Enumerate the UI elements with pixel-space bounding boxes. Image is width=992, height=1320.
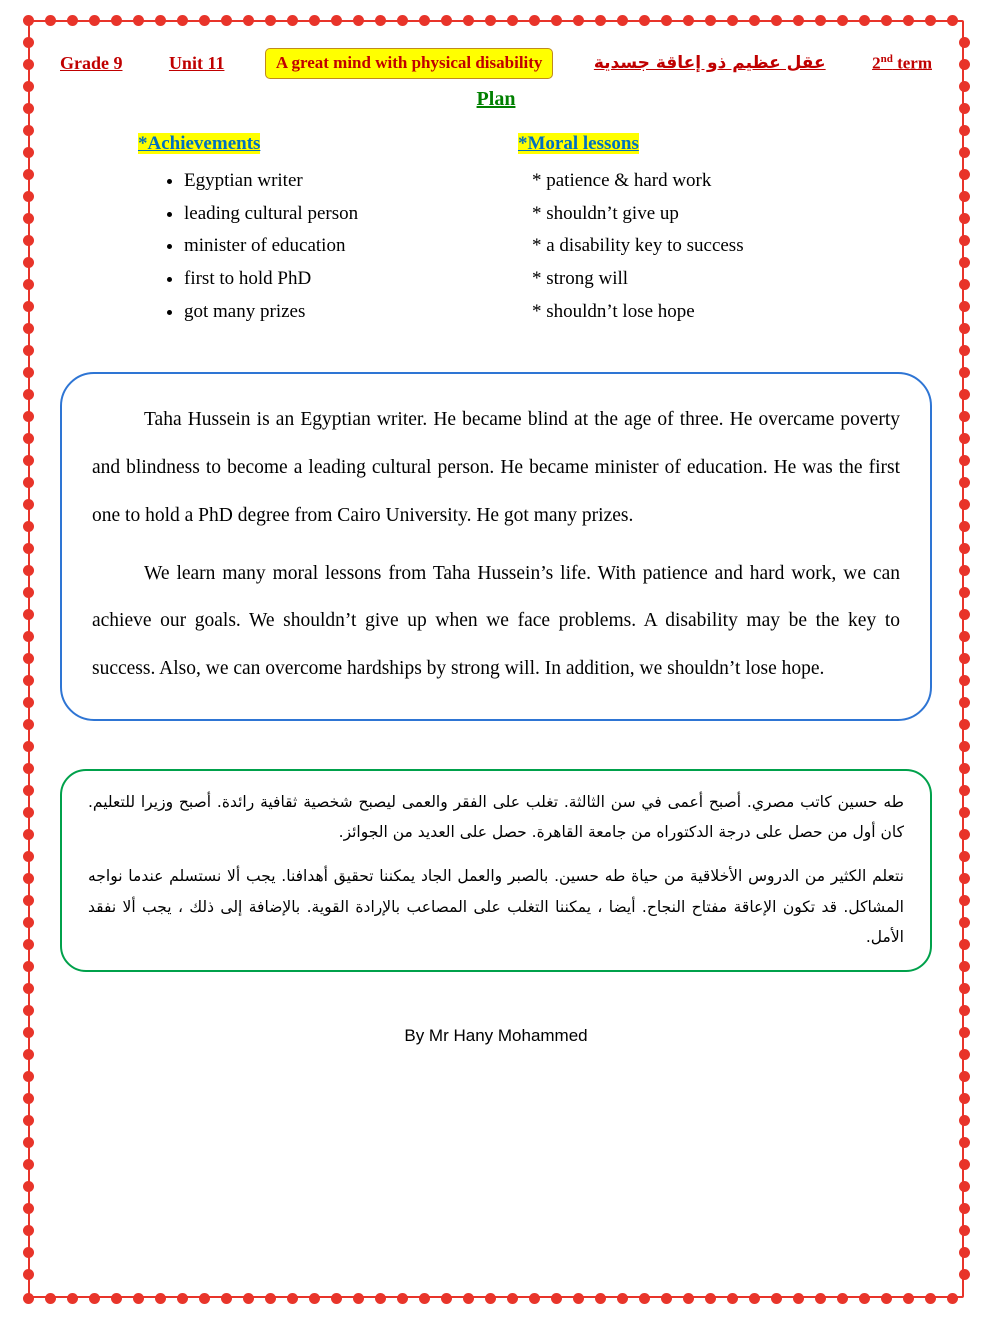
border-dot <box>959 1049 970 1060</box>
border-dot <box>309 15 320 26</box>
border-dot <box>23 1293 34 1304</box>
border-dot <box>177 1293 188 1304</box>
border-dot <box>959 37 970 48</box>
border-dot <box>45 1293 56 1304</box>
border-dot <box>23 763 34 774</box>
border-dot <box>23 1115 34 1126</box>
border-dot <box>23 1093 34 1104</box>
border-dot <box>551 1293 562 1304</box>
border-dot <box>23 1181 34 1192</box>
border-dot <box>959 1269 970 1280</box>
border-dot <box>23 323 34 334</box>
border-dot <box>959 697 970 708</box>
border-dot <box>23 103 34 114</box>
border-dot <box>23 675 34 686</box>
list-item: • minister of education <box>184 230 510 263</box>
border-dot <box>837 1293 848 1304</box>
border-dot <box>23 609 34 620</box>
achievements-heading <box>138 133 510 155</box>
moral-lessons-heading <box>518 133 932 155</box>
border-dot <box>23 59 34 70</box>
border-dot <box>959 345 970 356</box>
border-dot <box>617 15 628 26</box>
border-dot <box>23 499 34 510</box>
border-dot <box>925 1293 936 1304</box>
border-dot <box>661 15 672 26</box>
border-dot <box>959 81 970 92</box>
english-paragraph-1: Taha Hussein is an Egyptian writer. He became blind at the age of three. He overcame poverty and blindness to become a leading cultural person. He became minister of education. He was the first one to hold a PhD degree from Cairo University. He got many prizes. <box>92 409 900 526</box>
border-dot <box>23 15 34 26</box>
border-dot <box>529 15 540 26</box>
border-dot <box>23 521 34 532</box>
border-dot <box>155 1293 166 1304</box>
border-dot <box>23 279 34 290</box>
border-dot <box>595 15 606 26</box>
border-dot <box>221 15 232 26</box>
border-dot <box>959 1027 970 1038</box>
border-dot <box>661 1293 672 1304</box>
lesson-title-ar: عقل عظيم ذو إعاقة جسدية <box>593 53 826 73</box>
border-dot <box>23 1225 34 1236</box>
border-dot <box>749 15 760 26</box>
border-dot <box>23 917 34 928</box>
english-paragraph-2: We learn many moral lessons from Taha Hussein’s life. With patience and hard work, we can achieve our goals. We shouldn’t give up when we face problems. A disability may be the key to success. Also, we can overcome hardships by strong will. In addition, we shouldn’t lose hope. <box>92 562 900 680</box>
document-content <box>60 46 932 1046</box>
border-dot <box>859 1293 870 1304</box>
border-dot <box>375 15 386 26</box>
border-dot <box>959 785 970 796</box>
border-dot <box>243 1293 254 1304</box>
list-item: * strong will <box>532 268 629 290</box>
border-dot <box>397 1293 408 1304</box>
border-dot <box>23 1005 34 1016</box>
border-dot <box>749 1293 760 1304</box>
list-item: • leading cultural person <box>184 198 510 231</box>
plan-heading-row <box>60 88 932 111</box>
term-word: term <box>892 53 932 73</box>
border-dot <box>23 829 34 840</box>
border-dot <box>903 1293 914 1304</box>
border-dot <box>463 15 474 26</box>
border-dot <box>507 1293 518 1304</box>
border-dot <box>959 895 970 906</box>
border-dot <box>243 15 254 26</box>
border-dot <box>419 1293 430 1304</box>
border-dot <box>959 1093 970 1104</box>
border-dot <box>959 1181 970 1192</box>
border-dot <box>959 675 970 686</box>
border-dot <box>771 15 782 26</box>
border-dot <box>23 851 34 862</box>
border-dot <box>959 939 970 950</box>
achievements-list <box>138 165 510 328</box>
border-dot <box>903 15 914 26</box>
border-dot <box>793 1293 804 1304</box>
border-dot <box>199 1293 210 1304</box>
term-number: 2 <box>872 53 881 73</box>
border-dot <box>959 565 970 576</box>
border-dot <box>23 653 34 664</box>
border-dot <box>23 873 34 884</box>
border-dot <box>111 15 122 26</box>
border-dot <box>441 1293 452 1304</box>
border-dot <box>959 1247 970 1258</box>
border-dot <box>959 235 970 246</box>
border-dot <box>959 213 970 224</box>
border-dot <box>959 763 970 774</box>
border-dot <box>959 323 970 334</box>
border-dot <box>353 15 364 26</box>
border-dot <box>23 125 34 136</box>
border-dot <box>419 15 430 26</box>
border-dot <box>595 1293 606 1304</box>
border-dot <box>959 169 970 180</box>
border-dot <box>23 631 34 642</box>
border-dot <box>959 125 970 136</box>
border-dot <box>959 477 970 488</box>
border-dot <box>23 169 34 180</box>
border-dot <box>463 1293 474 1304</box>
border-dot <box>23 807 34 818</box>
border-dot <box>23 1049 34 1060</box>
border-dot <box>727 1293 738 1304</box>
border-dot <box>177 15 188 26</box>
border-dot <box>23 983 34 994</box>
border-dot <box>441 15 452 26</box>
achievements-column <box>60 133 510 328</box>
border-dot <box>705 15 716 26</box>
border-dot <box>959 609 970 620</box>
border-dot <box>959 433 970 444</box>
border-dot <box>551 15 562 26</box>
border-dot <box>199 15 210 26</box>
border-dot <box>959 587 970 598</box>
border-dot <box>881 15 892 26</box>
border-dot <box>529 1293 540 1304</box>
border-dot <box>727 15 738 26</box>
border-dot <box>287 15 298 26</box>
border-dot <box>23 961 34 972</box>
border-dot <box>947 1293 958 1304</box>
border-dot <box>959 719 970 730</box>
border-dot <box>23 81 34 92</box>
border-dot <box>959 191 970 202</box>
border-dot <box>155 15 166 26</box>
border-dot <box>639 1293 650 1304</box>
border-dot <box>959 301 970 312</box>
list-item: • got many prizes <box>184 296 510 329</box>
border-dot <box>815 1293 826 1304</box>
arabic-translation-box <box>60 769 932 972</box>
border-dot <box>959 147 970 158</box>
border-dot <box>23 741 34 752</box>
border-dot <box>23 895 34 906</box>
term-label <box>872 53 932 74</box>
border-dot <box>23 939 34 950</box>
border-dot <box>23 213 34 224</box>
lesson-title-box <box>265 48 554 79</box>
border-dot <box>89 15 100 26</box>
border-dot <box>959 411 970 422</box>
border-dot <box>683 15 694 26</box>
term-ordinal-suffix: nd <box>880 52 893 65</box>
unit-label: Unit 11 <box>168 52 225 73</box>
border-dot <box>397 15 408 26</box>
border-dot <box>959 653 970 664</box>
border-dot <box>959 829 970 840</box>
border-dot <box>265 1293 276 1304</box>
list-item: * patience & hard work <box>532 170 712 191</box>
border-dot <box>287 1293 298 1304</box>
plan-heading: Plan <box>476 88 516 110</box>
border-dot <box>23 191 34 202</box>
border-dot <box>23 257 34 268</box>
list-item: • first to hold PhD <box>184 263 510 296</box>
plan-columns <box>60 133 932 328</box>
arabic-paragraph-2: نتعلم الكثير من الدروس الأخلاقية من حياة طه حسين. بالصبر والعمل الجاد يمكننا تحقيق أهدافنا. يجب ألا نستسلم عندما نواجه المشاكل. قد تكون الإعاقة مفتاح النجاح. أيضا ، يمكننا التغلب على المصاعب بالإرادة القوية. بالإضافة إلى ذلك ، يجب ألا نفقد الأمل. <box>88 867 904 946</box>
border-dot <box>23 1269 34 1280</box>
list-item: • Egyptian writer <box>184 165 510 198</box>
border-dot <box>683 1293 694 1304</box>
border-dot <box>23 389 34 400</box>
border-dot <box>959 1137 970 1148</box>
border-dot <box>959 389 970 400</box>
lesson-title-en: A great mind with physical disability <box>275 52 543 72</box>
border-dot <box>705 1293 716 1304</box>
border-dot <box>959 1071 970 1082</box>
border-dot <box>959 873 970 884</box>
border-dot <box>815 15 826 26</box>
border-dot <box>771 1293 782 1304</box>
border-dot <box>959 543 970 554</box>
moral-lessons-heading-text: *Moral lessons <box>518 133 639 154</box>
border-dot <box>111 1293 122 1304</box>
border-dot <box>23 411 34 422</box>
border-dot <box>959 103 970 114</box>
border-dot <box>23 301 34 312</box>
border-dot <box>23 1247 34 1258</box>
document-header <box>60 46 932 80</box>
border-dot <box>23 235 34 246</box>
border-dot <box>309 1293 320 1304</box>
border-dot <box>23 1203 34 1214</box>
border-dot <box>959 367 970 378</box>
border-dot <box>331 15 342 26</box>
border-dot <box>925 15 936 26</box>
border-dot <box>959 59 970 70</box>
border-dot <box>133 1293 144 1304</box>
border-dot <box>89 1293 100 1304</box>
border-dot <box>959 279 970 290</box>
border-dot <box>617 1293 628 1304</box>
border-dot <box>959 257 970 268</box>
border-dot <box>959 521 970 532</box>
moral-lessons-list <box>518 165 932 328</box>
border-dot <box>639 15 650 26</box>
border-dot <box>23 477 34 488</box>
border-dot <box>959 499 970 510</box>
border-dot <box>23 1159 34 1170</box>
border-dot <box>331 1293 342 1304</box>
list-item: * a disability key to success <box>532 235 744 257</box>
border-dot <box>959 851 970 862</box>
grade-label: Grade 9 <box>60 52 123 73</box>
english-paragraph-box <box>60 372 932 721</box>
border-dot <box>959 961 970 972</box>
border-dot <box>959 983 970 994</box>
border-dot <box>23 543 34 554</box>
border-dot <box>959 807 970 818</box>
border-dot <box>375 1293 386 1304</box>
arabic-paragraph-1: طه حسين كاتب مصري. أصبح أعمى في سن الثالثة. تغلب على الفقر والعمى ليصبح شخصية ثقافية رائدة. أصبح وزيرا للتعليم. كان أول من حصل على درجة الدكتوراه من جامعة القاهرة. حصل على العديد من الجوائز. <box>88 792 904 842</box>
moral-lessons-column <box>510 133 932 328</box>
border-dot <box>837 15 848 26</box>
border-dot <box>959 1115 970 1126</box>
border-dot <box>881 1293 892 1304</box>
border-dot <box>859 15 870 26</box>
border-dot <box>959 455 970 466</box>
border-dot <box>23 37 34 48</box>
border-dot <box>959 917 970 928</box>
footer-credit: By Mr Hany Mohammed <box>404 1026 588 1046</box>
border-dot <box>947 15 958 26</box>
border-dot <box>23 147 34 158</box>
border-dot <box>67 1293 78 1304</box>
border-dot <box>23 719 34 730</box>
border-dot <box>45 15 56 26</box>
border-dot <box>507 15 518 26</box>
border-dot <box>67 15 78 26</box>
border-dot <box>959 1005 970 1016</box>
border-dot <box>265 15 276 26</box>
achievements-heading-text: *Achievements <box>138 133 261 154</box>
border-dot <box>573 15 584 26</box>
border-dot <box>793 15 804 26</box>
border-dot <box>485 1293 496 1304</box>
border-dot <box>23 1071 34 1082</box>
border-dot <box>23 785 34 796</box>
border-dot <box>23 587 34 598</box>
list-item: * shouldn’t give up <box>532 202 679 224</box>
border-dot <box>221 1293 232 1304</box>
border-dot <box>959 1159 970 1170</box>
border-dot <box>959 1225 970 1236</box>
border-dot <box>23 565 34 576</box>
border-dot <box>23 697 34 708</box>
border-dot <box>573 1293 584 1304</box>
border-dot <box>23 367 34 378</box>
border-dot <box>23 1027 34 1038</box>
border-dot <box>959 1203 970 1214</box>
border-dot <box>959 631 970 642</box>
border-dot <box>23 345 34 356</box>
border-dot <box>133 15 144 26</box>
list-item: * shouldn’t lose hope <box>532 300 695 322</box>
border-dot <box>23 433 34 444</box>
border-dot <box>485 15 496 26</box>
border-dot <box>23 1137 34 1148</box>
border-dot <box>353 1293 364 1304</box>
border-dot <box>959 741 970 752</box>
border-dot <box>23 455 34 466</box>
